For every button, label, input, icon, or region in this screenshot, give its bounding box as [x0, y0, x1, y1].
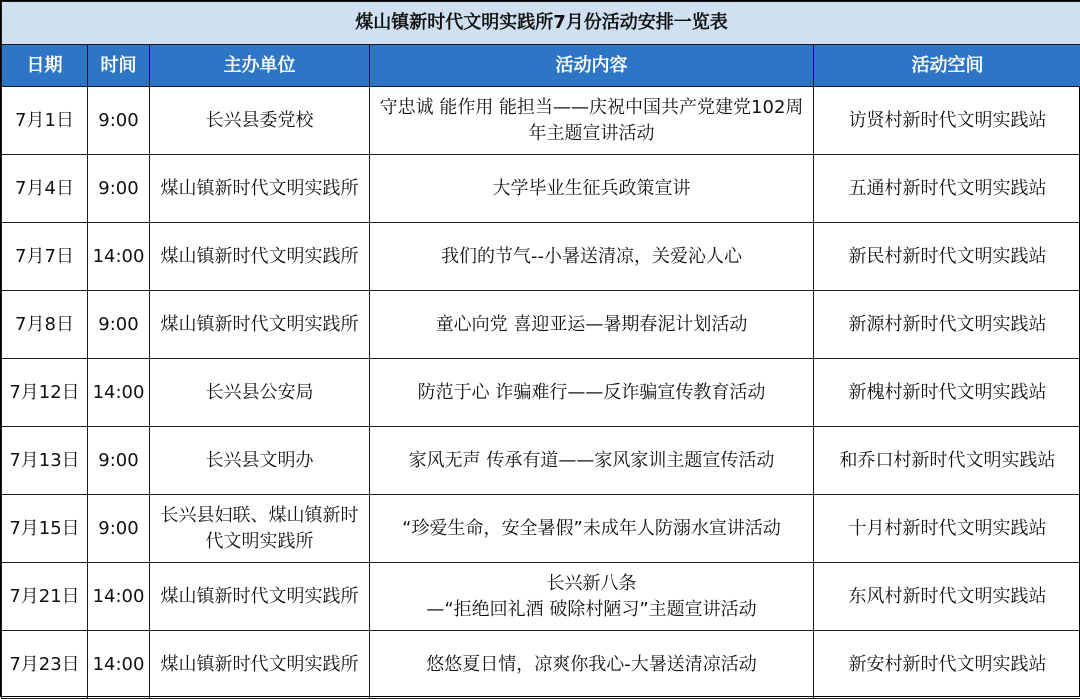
cell-content: 童心向党 喜迎亚运—暑期春泥计划活动 [370, 291, 814, 359]
cell-space: 五通村新时代文明实践站 [814, 155, 1080, 223]
header-org: 主办单位 [150, 45, 370, 87]
table-row [2, 427, 1080, 495]
cell-space: 新安村新时代文明实践站 [814, 631, 1080, 699]
cell-space: 东风村新时代文明实践站 [814, 563, 1080, 631]
cell-org: 长兴县妇联、煤山镇新时代文明实践所 [150, 495, 370, 563]
cell-time: 14:00 [88, 631, 150, 699]
cell-content: 防范于心 诈骗难行——反诈骗宣传教育活动 [370, 359, 814, 427]
cell-date: 7月8日 [2, 291, 88, 359]
cell-time: 9:00 [88, 291, 150, 359]
cell-time: 14:00 [88, 359, 150, 427]
cell-org: 长兴县文明办 [150, 427, 370, 495]
cell-time: 14:00 [88, 223, 150, 291]
table-row [2, 87, 1080, 155]
table-row [2, 563, 1080, 631]
cell-space: 新源村新时代文明实践站 [814, 291, 1080, 359]
cell-date: 7月7日 [2, 223, 88, 291]
cell-date: 7月1日 [2, 87, 88, 155]
header-row [2, 45, 1080, 87]
header-space: 活动空间 [814, 45, 1080, 87]
cell-content: 大学毕业生征兵政策宣讲 [370, 155, 814, 223]
cell-content: 家风无声 传承有道——家风家训主题宣传活动 [370, 427, 814, 495]
cell-content: 悠悠夏日情，凉爽你我心-大暑送清凉活动 [370, 631, 814, 699]
cell-content-line2: —“拒绝回礼酒 破除村陋习”主题宣讲活动 [372, 597, 811, 623]
cell-space: 新槐村新时代文明实践站 [814, 359, 1080, 427]
cell-org: 长兴县公安局 [150, 359, 370, 427]
cell-org: 长兴县委党校 [150, 87, 370, 155]
cell-content-line1: 长兴新八条 [372, 571, 811, 597]
table-row [2, 155, 1080, 223]
table-row [2, 223, 1080, 291]
cell-time: 9:00 [88, 87, 150, 155]
cell-date: 7月21日 [2, 563, 88, 631]
cell-time: 9:00 [88, 155, 150, 223]
table-row [2, 495, 1080, 563]
cell-org: 煤山镇新时代文明实践所 [150, 223, 370, 291]
cell-date: 7月15日 [2, 495, 88, 563]
cell-org: 煤山镇新时代文明实践所 [150, 563, 370, 631]
cell-time: 9:00 [88, 495, 150, 563]
cell-space: 新民村新时代文明实践站 [814, 223, 1080, 291]
header-date: 日期 [2, 45, 88, 87]
cell-date: 7月12日 [2, 359, 88, 427]
cell-space: 十月村新时代文明实践站 [814, 495, 1080, 563]
cell-content [370, 563, 814, 631]
cell-time: 14:00 [88, 563, 150, 631]
cell-date: 7月13日 [2, 427, 88, 495]
cell-date: 7月23日 [2, 631, 88, 699]
table-row [2, 359, 1080, 427]
cell-content: 守忠诚 能作用 能担当——庆祝中国共产党建党102周年主题宣讲活动 [370, 87, 814, 155]
cell-org: 煤山镇新时代文明实践所 [150, 291, 370, 359]
header-content: 活动内容 [370, 45, 814, 87]
cell-date: 7月4日 [2, 155, 88, 223]
cell-content: 我们的节气--小暑送清凉，关爱沁人心 [370, 223, 814, 291]
cell-time: 9:00 [88, 427, 150, 495]
table-row [2, 291, 1080, 359]
cell-space: 和乔口村新时代文明实践站 [814, 427, 1080, 495]
header-time: 时间 [88, 45, 150, 87]
cell-org: 煤山镇新时代文明实践所 [150, 155, 370, 223]
title-row [2, 2, 1080, 45]
schedule-table [1, 1, 1080, 699]
cell-org: 煤山镇新时代文明实践所 [150, 631, 370, 699]
table-title: 煤山镇新时代文明实践所7月份活动安排一览表 [2, 2, 1080, 45]
cell-space: 访贤村新时代文明实践站 [814, 87, 1080, 155]
cell-content: “珍爱生命，安全暑假”未成年人防溺水宣讲活动 [370, 495, 814, 563]
table-row [2, 631, 1080, 699]
